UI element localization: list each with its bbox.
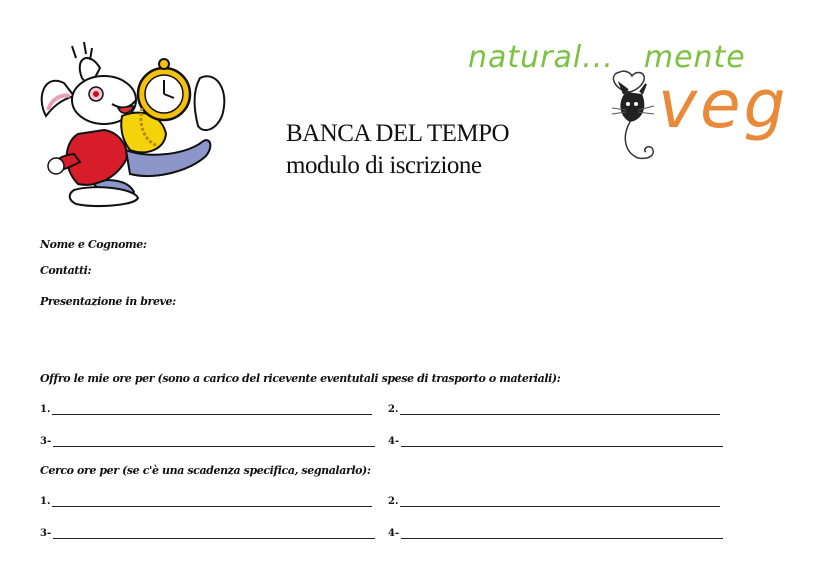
seek-item-1[interactable]: 1. <box>40 496 372 507</box>
blank-line[interactable] <box>53 530 375 539</box>
form-title <box>286 118 509 182</box>
blank-line[interactable] <box>52 406 372 415</box>
blank-line[interactable] <box>52 498 372 507</box>
intro-label: Presentazione in breve: <box>40 295 176 308</box>
contacts-label: Contatti: <box>40 264 92 277</box>
blank-line[interactable] <box>53 438 375 447</box>
offer-heading: Offro le mie ore per (sono a carico del ricevente eventutali spese di trasporto o materiali): <box>40 372 561 385</box>
logo-veg-text: veg <box>658 66 789 143</box>
offer-item-4[interactable]: 4- <box>388 436 723 447</box>
seek-heading: Cerco ore per (se c'è una scadenza specifica, segnalarlo): <box>40 464 371 477</box>
cat-chef-icon <box>602 70 662 166</box>
title-line-1: BANCA DEL TEMPO <box>286 120 510 147</box>
offer-item-3[interactable]: 3- <box>40 436 375 447</box>
offer-item-2[interactable]: 2. <box>388 404 720 415</box>
seek-item-4[interactable]: 4- <box>388 528 723 539</box>
blank-line[interactable] <box>400 406 720 415</box>
title-line-2: modulo di iscrizione <box>286 152 482 179</box>
blank-line[interactable] <box>401 530 723 539</box>
offer-item-1[interactable]: 1. <box>40 404 372 415</box>
white-rabbit-illustration <box>34 38 238 214</box>
logo-text: natural... mente <box>468 40 746 75</box>
seek-item-3[interactable]: 3- <box>40 528 375 539</box>
blank-line[interactable] <box>400 498 720 507</box>
name-label: Nome e Cognome: <box>40 238 147 251</box>
seek-item-2[interactable]: 2. <box>388 496 720 507</box>
naturalmente-veg-logo <box>462 36 794 168</box>
blank-line[interactable] <box>401 438 723 447</box>
